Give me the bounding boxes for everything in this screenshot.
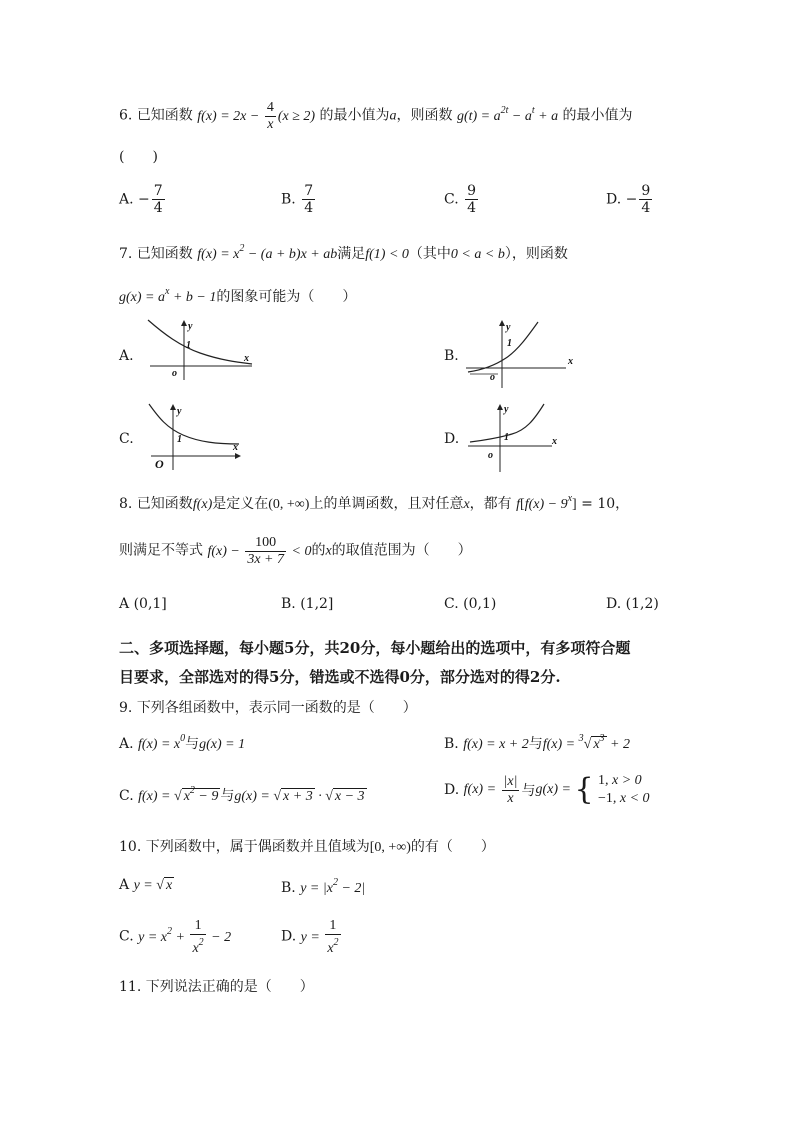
q10-option-d[interactable]: D. y = $\frac{1}{x^2}$ (281, 918, 339, 956)
q7-line-2: $g(x) = a^x + b - 1$的图象可能为（ ） (119, 286, 357, 305)
svg-text:x: x (552, 436, 557, 447)
q7-option-a[interactable]: A. (119, 348, 134, 364)
question-11: 11. 下列说法正确的是（ ） (119, 979, 314, 995)
q10-option-c[interactable]: C. $y = x^2$ + $\frac{1}{x^2}$ − 2 (119, 918, 232, 956)
q6-option-a[interactable]: A. − $\frac{7}{4}$ (119, 183, 163, 216)
q9-option-b[interactable]: B. f(x) = x + 2与f(x) = $^3$√ $x^3 + 2$ (444, 733, 630, 752)
section-2-header-line-2: 目要求，全部选对的得5分，错选或不选得0分，部分选对的得2分. (119, 668, 561, 686)
q7-option-c[interactable]: C. (119, 431, 134, 447)
q6-option-c[interactable]: C. $\frac{9}{4}$ (444, 183, 477, 216)
svg-text:1: 1 (177, 434, 182, 445)
q7-graph-c (143, 400, 253, 472)
svg-text:1: 1 (507, 338, 512, 349)
q8-option-b[interactable]: B. (1,2] (281, 596, 334, 612)
q7-option-d[interactable]: D. (444, 431, 460, 447)
q7-formula-g: $g(x) = a^x + b - 1$ (119, 286, 217, 305)
svg-text:x: x (233, 442, 238, 453)
q10-option-b[interactable]: B. $y = |x^2 - 2|$ (281, 877, 366, 896)
question-6: 6. 已知函数 f(x) = 2x − $\frac{4}{x}$ (x ≥ 2) 的最小值为a，则函数 $g(t) = a^{2t} - a^t + a$ 的最小值为 (119, 100, 633, 132)
q7-graph-a (140, 318, 260, 382)
q6-formula-g: $g(t) = a^{2t} - a^t + a$ (456, 104, 559, 124)
svg-text:y: y (188, 321, 193, 332)
q6-number: 6. (119, 107, 133, 124)
q7-option-b[interactable]: B. (444, 348, 459, 364)
question-7: 7. 已知函数 $f(x) = x^2 - (a + b)x$ + ab满足f(1) < 0（其中0 < a < b），则函数 (119, 243, 568, 262)
svg-text:x: x (568, 356, 573, 367)
q6-formula-f: f(x) = 2x − $\frac{4}{x}$ (x ≥ 2) (197, 100, 316, 132)
q6-option-b[interactable]: B. $\frac{7}{4}$ (281, 183, 314, 216)
q10-option-a[interactable]: A y = √ x (119, 877, 173, 893)
question-8: 8. 已知函数f(x)是定义在(0, +∞)上的单调函数，且对任意x，都有 $f[f(x) - 9^x] = 10$， (119, 493, 630, 512)
q9-option-c[interactable]: C. f(x) = √ $x^2 - 9$ 与g(x) = √ x + 3 · √ x − 3 (119, 785, 365, 804)
q9-option-d[interactable]: D. f(x) = $\frac{|x|}{x}$ 与g(x) = { 1, x > 0 −1, x < 0 (444, 772, 650, 807)
q9-option-a[interactable]: A. $f(x) = x^0$与g(x) = 1 (119, 733, 246, 752)
svg-text:o: o (172, 368, 177, 379)
q6-stem-c: ，则函数 (396, 107, 453, 124)
q7-formula-f: $f(x) = x^2 - (a + b)x$ + ab (197, 243, 338, 262)
q8-line-2: 则满足不等式 f(x) − $\frac{100}{3x + 7}$ < 0的x的取值范围为（ ） (119, 535, 472, 567)
q6-answer-paren: ( ) (119, 149, 158, 165)
svg-text:1: 1 (186, 340, 191, 351)
svg-text:y: y (504, 404, 509, 415)
q6-stem-a: 已知函数 (136, 107, 193, 124)
svg-text:O: O (155, 457, 164, 471)
q8-option-c[interactable]: C. (0,1) (444, 596, 497, 612)
svg-text:1: 1 (504, 432, 509, 443)
svg-text:x: x (244, 353, 249, 364)
section-2-header-line-1: 二、多项选择题，每小题5分，共20分，每小题给出的选项中，有多项符合题 (119, 639, 631, 657)
q7-graph-d (464, 400, 564, 472)
q6-stem-b: 的最小值为 (319, 107, 390, 124)
svg-text:y: y (506, 322, 511, 333)
question-10: 10. 下列函数中，属于偶函数并且值域为[0, +∞)的有（ ） (119, 839, 495, 855)
q8-formula: $f[f(x) - 9^x]$ (516, 493, 577, 512)
q8-option-a[interactable]: A (0,1] (119, 596, 167, 612)
q6-option-d[interactable]: D. − $\frac{9}{4}$ (606, 183, 651, 216)
q8-inequality: f(x) − $\frac{100}{3x + 7}$ < 0 (207, 535, 312, 567)
q7-graph-b (462, 318, 582, 390)
svg-text:y: y (177, 406, 182, 417)
q8-option-d[interactable]: D. (1,2) (606, 596, 659, 612)
svg-text:o: o (488, 450, 493, 461)
question-9: 9. 下列各组函数中，表示同一函数的是（ ） (119, 700, 417, 716)
q6-stem-d: 的最小值为 (562, 107, 633, 124)
svg-text:o: o (490, 372, 495, 383)
